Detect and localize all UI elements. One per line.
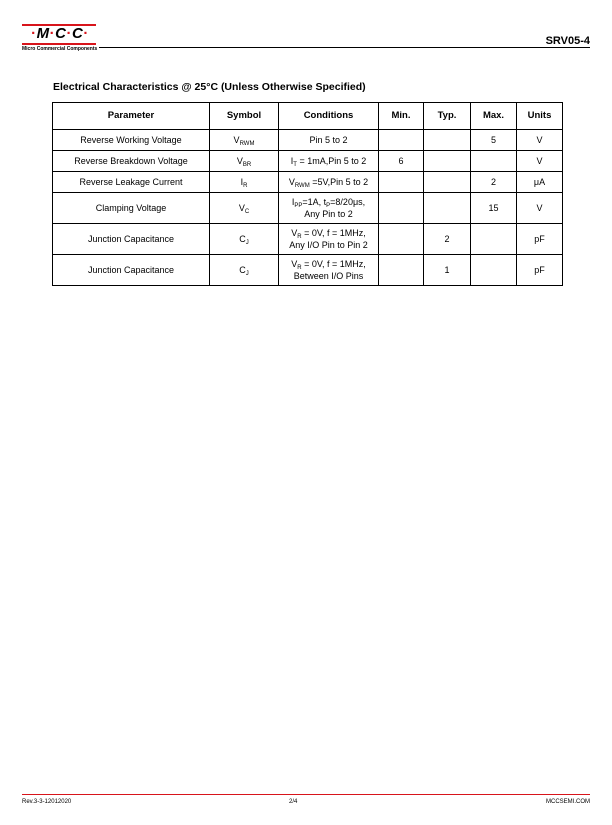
conditions-cell: $V_R = 0V$, f = 1MHz, Any I/O Pin to Pin 2 [279,224,379,255]
symbol-cell: $I_R$ [210,172,279,193]
logo-mark: ·M·C·C· [31,25,89,42]
min-cell [379,193,424,224]
max-cell [471,224,517,255]
units-cell: V [517,193,563,224]
footer-page-number: 2/4 [289,799,298,805]
footer-rule [22,794,590,795]
table-row [53,172,563,193]
conditions-cell: $I_{PP}=1A$, $t_P=8/20\mu s$, Any Pin to 2 [279,193,379,224]
typ-cell: 2 [424,224,471,255]
header-symbol: Symbol [210,103,279,130]
min-cell: 6 [379,151,424,172]
header-units: Units [517,103,563,130]
parameter-cell: Junction Capacitance [53,255,210,286]
typ-cell [424,130,471,151]
section-title: Electrical Characteristics @ 25°C (Unless Otherwise Specified) [53,81,366,93]
condition-subscript: T [293,162,297,168]
symbol-subscript: R [243,183,248,189]
table-row [53,224,563,255]
min-cell [379,130,424,151]
units-cell: V [517,130,563,151]
symbol-subscript: J [245,240,249,246]
typ-cell: 1 [424,255,471,286]
parameter-cell: Reverse Working Voltage [53,130,210,151]
max-cell: 5 [471,130,517,151]
parameter-cell: Clamping Voltage [53,193,210,224]
condition-subscript: RWM [294,183,310,189]
header-rule [99,47,590,48]
units-cell: pF [517,224,563,255]
symbol-cell: $C_J$ [210,224,279,255]
symbol-cell: $V_C$ [210,193,279,224]
parameter-cell: Junction Capacitance [53,224,210,255]
symbol-cell: $C_J$ [210,255,279,286]
header-parameter: Parameter [53,103,210,130]
max-cell: 2 [471,172,517,193]
mcc-logo [22,22,98,54]
max-cell: 15 [471,193,517,224]
logo-subtitle: Micro Commercial Components [22,46,98,52]
table-header-row [53,103,563,130]
symbol-cell: $V_{BR}$ [210,151,279,172]
condition-subscript: R [297,234,302,240]
header-typ: Typ. [424,103,471,130]
typ-cell [424,193,471,224]
header-min: Min. [379,103,424,130]
header-max: Max. [471,103,517,130]
units-cell: V [517,151,563,172]
table-row [53,193,563,224]
conditions-cell: Pin 5 to 2 [279,130,379,151]
min-cell [379,255,424,286]
logo-bottom-bar [22,43,96,45]
symbol-subscript: BR [242,162,252,168]
conditions-cell: $V_{RWM} =5V,Pin$ 5 to 2 [279,172,379,193]
max-cell [471,151,517,172]
condition-subscript: R [297,265,302,271]
parameter-cell: Reverse Breakdown Voltage [53,151,210,172]
symbol-subscript: RWM [239,141,255,147]
condition-subscript: P [326,203,331,209]
symbol-subscript: J [245,271,249,277]
footer-revision: Rev.3-3-12012020 [22,799,72,805]
units-cell: μA [517,172,563,193]
symbol-subscript: C [244,209,250,215]
units-cell: pF [517,255,563,286]
table-row [53,151,563,172]
footer-website: MCCSEMI.COM [546,799,590,805]
typ-cell [424,151,471,172]
max-cell [471,255,517,286]
symbol-cell: $V_{RWM}$ [210,130,279,151]
parameter-cell: Reverse Leakage Current [53,172,210,193]
min-cell [379,172,424,193]
electrical-characteristics-table [52,102,563,286]
conditions-cell: $I_T = 1mA,Pin$ 5 to 2 [279,151,379,172]
min-cell [379,224,424,255]
table-row [53,255,563,286]
typ-cell [424,172,471,193]
condition-subscript: PP [294,203,303,209]
header-conditions: Conditions [279,103,379,130]
conditions-cell: $V_R = 0V$, f = 1MHz, Between I/O Pins [279,255,379,286]
table-row [53,130,563,151]
part-number: SRV05-4 [545,35,590,47]
